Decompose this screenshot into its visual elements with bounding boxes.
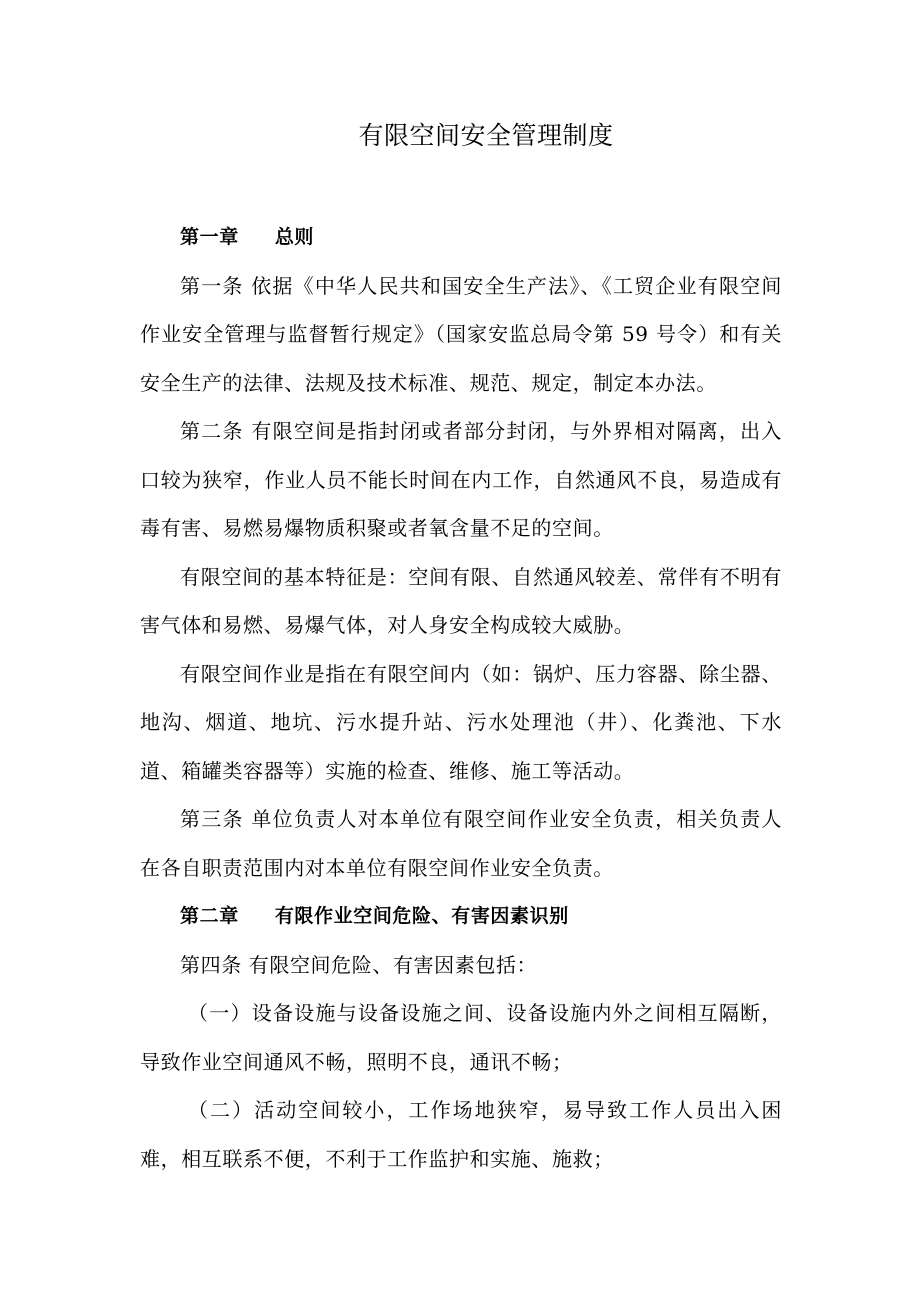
document-body xyxy=(140,213,782,1183)
article-4-paragraph: 第四条 有限空间危险、有害因素包括： xyxy=(180,952,538,977)
chapter-2-number: 第二章 xyxy=(180,905,239,927)
hazard-item-1: （一）设备设施与设备设施之间、设备设施内外之间相互隔断，导致作业空间通风不畅，照明不良，通讯不畅； xyxy=(140,1001,782,1074)
chapter-1-number: 第一章 xyxy=(180,226,239,248)
article-3-paragraph: 第三条 单位负责人对本单位有限空间作业安全负责，相关负责人在各自职责范围内对本单位有限空间作业安全负责。 xyxy=(140,807,782,880)
article-1-paragraph: 第一条 依据《中华人民共和国安全生产法》、《工贸企业有限空间作业安全管理与监督暂行规定》（国家安监总局令第 59 号令）和有关安全生产的法律、法规及技术标准、规范、规定，制定本办法。 xyxy=(140,273,782,395)
features-paragraph: 有限空间的基本特征是：空间有限、自然通风较差、常伴有不明有害气体和易燃、易爆气体，对人身安全构成较大威胁。 xyxy=(140,564,782,637)
chapter-1-heading xyxy=(140,213,782,262)
chapter-2-heading xyxy=(140,892,782,941)
hazard-item-2: （二）活动空间较小，工作场地狭窄，易导致工作人员出入困难，相互联系不便，不利于工作监护和实施、施救； xyxy=(140,1098,782,1171)
article-2-paragraph: 第二条 有限空间是指封闭或者部分封闭，与外界相对隔离，出入口较为狭窄，作业人员不能长时间在内工作，自然通风不良，易造成有毒有害、易燃易爆物质积聚或者氧含量不足的空间。 xyxy=(140,419,782,540)
chapter-1-title: 总则 xyxy=(274,226,315,248)
chapter-2-title: 有限作业空间危险、有害因素识别 xyxy=(274,905,569,927)
document-title: 有限空间安全管理制度 xyxy=(358,121,614,150)
operations-paragraph: 有限空间作业是指在有限空间内（如：锅炉、压力容器、除尘器、地沟、烟道、地坑、污水提升站、污水处理池（井）、化粪池、下水道、箱罐类容器等）实施的检查、维修、施工等活动。 xyxy=(140,661,782,783)
